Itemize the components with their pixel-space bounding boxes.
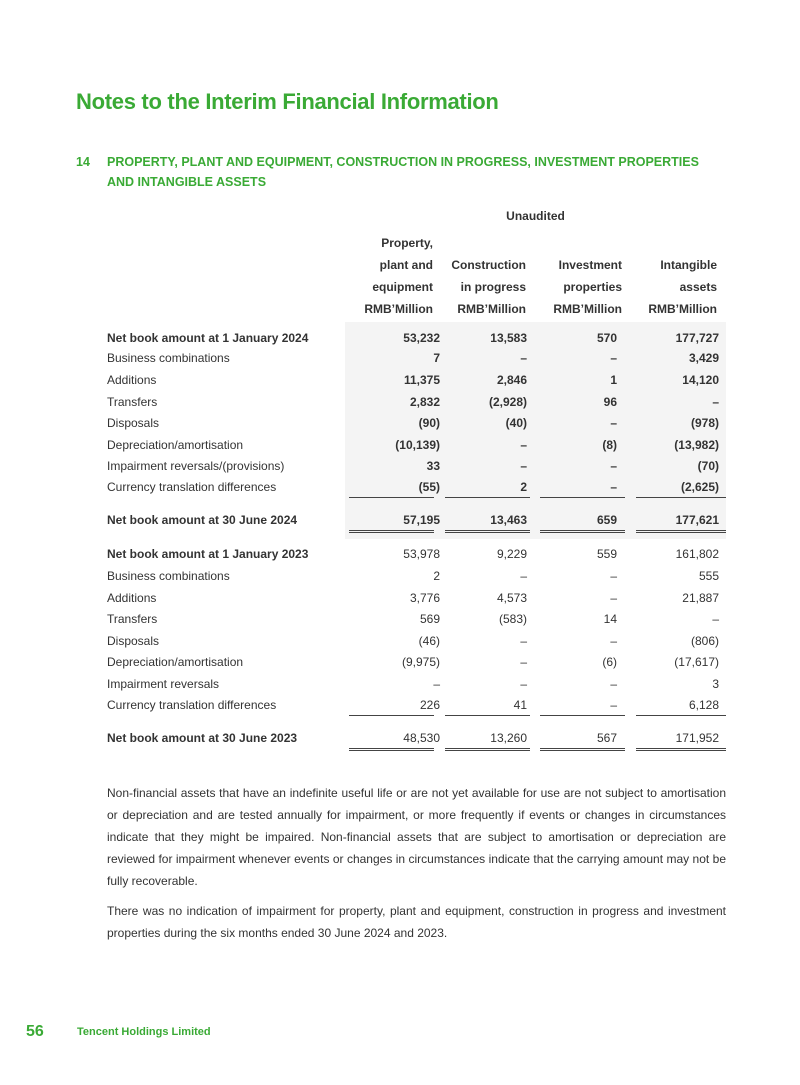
cell-intangible: –	[712, 395, 719, 409]
row-label: Additions	[107, 591, 157, 605]
footer-company: Tencent Holdings Limited	[77, 1026, 211, 1038]
cell-ppe: 57,195	[403, 513, 440, 527]
cell-intangible: (2,625)	[680, 480, 719, 494]
body-paragraph: Non-financial assets that have an indefinite useful life or are not yet available for use are not subject to amortisation or depreciation and are tested annually for impairment, or more frequently if events or changes in circumstances indicate that they might be impaired. Non-financial assets that are subject to amortisation or depreciation are reviewed for impairment whenever events or changes in circumstances indicate that the carrying amount may not be fully recoverable.	[107, 786, 726, 888]
total-rule	[445, 530, 530, 533]
cell-ppe: 226	[419, 698, 440, 712]
cell-ppe: (90)	[418, 416, 440, 430]
table-row	[107, 456, 726, 476]
row-label: Transfers	[107, 612, 158, 626]
cell-ppe: 2	[433, 569, 440, 583]
cell-cip: (583)	[498, 612, 527, 626]
cell-investment: –	[610, 634, 617, 648]
cell-cip: –	[520, 351, 527, 365]
subtotal-rule	[349, 497, 434, 498]
column-header-line: Intangible	[660, 258, 717, 272]
cell-cip: 13,260	[490, 731, 527, 745]
cell-cip: –	[520, 677, 527, 691]
cell-intangible: 3,429	[688, 351, 719, 365]
row-label: Business combinations	[107, 351, 230, 365]
table-row	[107, 328, 726, 348]
cell-investment: 14	[603, 612, 617, 626]
table-row	[107, 674, 726, 694]
column-header-line: RMB’Million	[553, 302, 622, 316]
cell-cip: –	[520, 634, 527, 648]
cell-intangible: 6,128	[688, 698, 719, 712]
column-header-line: RMB’Million	[457, 302, 526, 316]
row-label: Net book amount at 30 June 2024	[107, 513, 298, 527]
cell-investment: –	[610, 569, 617, 583]
subtotal-rule	[540, 715, 625, 716]
cell-ppe: 2,832	[409, 395, 440, 409]
cell-investment: 1	[610, 373, 617, 387]
table-row	[107, 631, 726, 651]
cell-intangible: –	[712, 612, 719, 626]
row-label: Net book amount at 30 June 2023	[107, 731, 298, 745]
total-rule	[636, 748, 726, 751]
cell-intangible: (70)	[697, 459, 719, 473]
column-header-line: equipment	[372, 280, 433, 294]
section-title: PROPERTY, PLANT AND EQUIPMENT, CONSTRUCTION IN PROGRESS, INVESTMENT PROPERTIES AND INTANGIBLE ASSETS	[107, 155, 699, 189]
total-rule	[540, 530, 625, 533]
cell-investment: –	[610, 416, 617, 430]
cell-intangible: 171,952	[675, 731, 719, 745]
total-rule	[636, 530, 726, 533]
cell-ppe: (55)	[418, 480, 440, 494]
cell-investment: 567	[596, 731, 617, 745]
cell-ppe: 53,978	[403, 547, 440, 561]
column-header-line: Investment	[558, 258, 622, 272]
page-number: 56	[26, 1023, 44, 1040]
cell-cip: –	[520, 655, 527, 669]
table-group-header: Unaudited	[506, 209, 565, 223]
row-label: Impairment reversals/(provisions)	[107, 459, 285, 473]
cell-ppe: 11,375	[403, 373, 440, 387]
subtotal-rule	[636, 715, 726, 716]
cell-intangible: 3	[712, 677, 719, 691]
cell-cip: 9,229	[496, 547, 527, 561]
row-label: Depreciation/amortisation	[107, 655, 244, 669]
total-rule	[540, 748, 625, 751]
page-title: Notes to the Interim Financial Information	[76, 89, 499, 114]
column-header-line: Property,	[381, 236, 433, 250]
cell-ppe: (9,975)	[401, 655, 440, 669]
column-header-line: properties	[563, 280, 622, 294]
cell-cip: (40)	[505, 416, 527, 430]
column-header-intangible	[622, 254, 717, 320]
cell-intangible: 14,120	[682, 373, 719, 387]
subtotal-rule	[636, 497, 726, 498]
table-row	[107, 348, 726, 368]
cell-cip: 2	[520, 480, 527, 494]
column-header-line: RMB’Million	[648, 302, 717, 316]
row-label: Transfers	[107, 395, 158, 409]
cell-investment: –	[610, 677, 617, 691]
row-label: Business combinations	[107, 569, 230, 583]
cell-cip: 2,846	[496, 373, 527, 387]
cell-investment: 659	[596, 513, 617, 527]
row-label: Impairment reversals	[107, 677, 220, 691]
table-row	[107, 544, 726, 564]
cell-intangible: 161,802	[675, 547, 719, 561]
cell-ppe: 3,776	[409, 591, 440, 605]
cell-cip: –	[520, 438, 527, 452]
cell-intangible: (17,617)	[674, 655, 719, 669]
column-header-line: in progress	[460, 280, 526, 294]
table-row	[107, 413, 726, 433]
table-row	[107, 370, 726, 390]
table-row	[107, 392, 726, 412]
cell-ppe: 48,530	[403, 731, 440, 745]
table-row	[107, 477, 726, 497]
cell-intangible: (978)	[690, 416, 719, 430]
cell-ppe: –	[433, 677, 440, 691]
cell-intangible: 177,621	[675, 513, 719, 527]
cell-cip: 13,583	[490, 331, 527, 345]
cell-investment: (8)	[602, 438, 617, 452]
subtotal-rule	[349, 715, 434, 716]
cell-investment: 570	[596, 331, 617, 345]
section-number: 14	[76, 155, 90, 169]
cell-intangible: 555	[698, 569, 719, 583]
cell-intangible: (13,982)	[674, 438, 719, 452]
cell-intangible: 177,727	[675, 331, 719, 345]
row-label: Disposals	[107, 634, 160, 648]
table-row	[107, 566, 726, 586]
subtotal-rule	[540, 497, 625, 498]
table-row	[107, 695, 726, 715]
total-rule	[349, 748, 434, 751]
table-row	[107, 588, 726, 608]
table-row	[107, 609, 726, 629]
column-header-line: plant and	[379, 258, 433, 272]
row-label: Net book amount at 1 January 2024	[107, 331, 309, 345]
column-header-ppe	[338, 232, 433, 320]
column-header-line: RMB’Million	[364, 302, 433, 316]
cell-ppe: 569	[419, 612, 440, 626]
table-row	[107, 510, 726, 530]
cell-ppe: 33	[426, 459, 440, 473]
cell-investment: –	[610, 351, 617, 365]
row-label: Additions	[107, 373, 157, 387]
row-label: Currency translation differences	[107, 698, 277, 712]
cell-investment: –	[610, 591, 617, 605]
table-row	[107, 435, 726, 455]
cell-investment: 96	[603, 395, 617, 409]
cell-cip: 13,463	[490, 513, 527, 527]
row-label: Currency translation differences	[107, 480, 277, 494]
cell-ppe: 53,232	[403, 331, 440, 345]
cell-cip: –	[520, 569, 527, 583]
cell-ppe: 7	[433, 351, 440, 365]
cell-cip: (2,928)	[488, 395, 527, 409]
row-label: Net book amount at 1 January 2023	[107, 547, 309, 561]
cell-investment: –	[610, 480, 617, 494]
total-rule	[445, 748, 530, 751]
cell-intangible: 21,887	[682, 591, 719, 605]
section-heading	[76, 152, 726, 192]
column-header-line: assets	[679, 280, 717, 294]
cell-investment: –	[610, 698, 617, 712]
subtotal-rule	[445, 715, 530, 716]
cell-cip: –	[520, 459, 527, 473]
subtotal-rule	[445, 497, 530, 498]
cell-investment: (6)	[602, 655, 617, 669]
cell-cip: 4,573	[496, 591, 527, 605]
row-label: Disposals	[107, 416, 160, 430]
cell-intangible: (806)	[690, 634, 719, 648]
body-paragraph: There was no indication of impairment for property, plant and equipment, construction in progress and investment properties during the six months ended 30 June 2024 and 2023.	[107, 904, 726, 940]
total-rule	[349, 530, 434, 533]
table-row	[107, 652, 726, 672]
column-header-investment	[527, 254, 622, 320]
row-label: Depreciation/amortisation	[107, 438, 244, 452]
table-row	[107, 728, 726, 748]
cell-cip: 41	[513, 698, 527, 712]
cell-investment: –	[610, 459, 617, 473]
column-header-cip	[431, 254, 526, 320]
cell-ppe: (10,139)	[395, 438, 440, 452]
cell-ppe: (46)	[418, 634, 440, 648]
cell-investment: 559	[596, 547, 617, 561]
column-header-line: Construction	[451, 258, 526, 272]
